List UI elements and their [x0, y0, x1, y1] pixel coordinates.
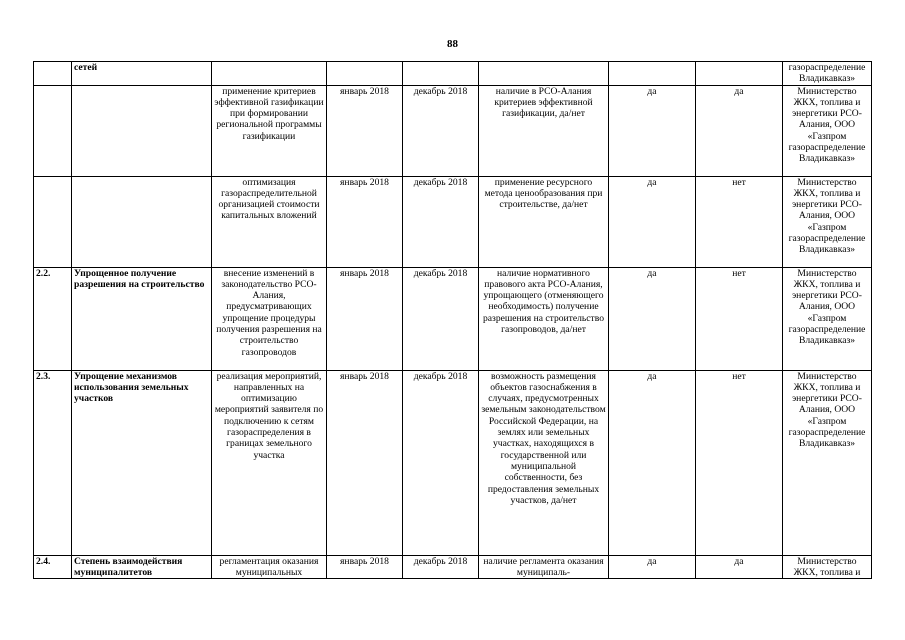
row-planned — [696, 62, 783, 86]
row-responsible: Министерство ЖКХ, топлива и — [783, 555, 872, 579]
row-current: да — [609, 267, 696, 370]
row-start: январь 2018 — [327, 176, 403, 267]
row-planned: нет — [696, 370, 783, 555]
row-planned: нет — [696, 176, 783, 267]
row-number — [34, 62, 72, 86]
row-end: декабрь 2018 — [403, 176, 479, 267]
table-row — [34, 267, 872, 370]
row-current — [609, 62, 696, 86]
row-indicator: наличие в РСО-Алания критериев эффективной газификации, да/нет — [479, 85, 609, 176]
row-name — [72, 176, 212, 267]
row-current: да — [609, 370, 696, 555]
row-start: январь 2018 — [327, 370, 403, 555]
row-number: 2.4. — [34, 555, 72, 579]
row-end: декабрь 2018 — [403, 555, 479, 579]
row-number: 2.2. — [34, 267, 72, 370]
row-number — [34, 176, 72, 267]
row-planned: да — [696, 555, 783, 579]
measures-table — [33, 61, 872, 579]
row-name: Упрощенное получение разрешения на строительство — [72, 267, 212, 370]
row-name: Степень взаимодействия муниципалитетов — [72, 555, 212, 579]
row-name — [72, 85, 212, 176]
row-measure: регламентация оказания муниципальных — [212, 555, 327, 579]
row-responsible: газораспределение Владикавказ» — [783, 62, 872, 86]
row-name: сетей — [72, 62, 212, 86]
row-end: декабрь 2018 — [403, 85, 479, 176]
row-measure: оптимизация газораспределительной организацией стоимости капитальных вложений — [212, 176, 327, 267]
row-number — [34, 85, 72, 176]
row-number: 2.3. — [34, 370, 72, 555]
row-current: да — [609, 555, 696, 579]
row-name: Упрощение механизмов использования земельных участков — [72, 370, 212, 555]
table-row — [34, 176, 872, 267]
row-end: декабрь 2018 — [403, 267, 479, 370]
row-responsible: Министерство ЖКХ, топлива и энергетики РСО-Алания, ООО «Газпром газораспределение Владикавказ» — [783, 370, 872, 555]
table-row — [34, 370, 872, 555]
row-indicator: наличие регламента оказания муниципаль- — [479, 555, 609, 579]
row-start — [327, 62, 403, 86]
row-end: декабрь 2018 — [403, 370, 479, 555]
table-row — [34, 62, 872, 86]
table-row — [34, 555, 872, 579]
row-end — [403, 62, 479, 86]
row-start: январь 2018 — [327, 555, 403, 579]
row-start: январь 2018 — [327, 267, 403, 370]
row-measure: реализация мероприятий, направленных на оптимизацию мероприятий заявителя по подключению к сетям газораспределения в границах земельного участка — [212, 370, 327, 555]
table-row — [34, 85, 872, 176]
row-start: январь 2018 — [327, 85, 403, 176]
row-measure — [212, 62, 327, 86]
row-measure: внесение изменений в законодательство РСО-Алания, предусматривающих упрощение процедуры получения разрешения на строительство газопроводов — [212, 267, 327, 370]
row-planned: да — [696, 85, 783, 176]
row-current: да — [609, 176, 696, 267]
row-current: да — [609, 85, 696, 176]
row-measure: применение критериев эффективной газификации при формировании региональной программы газификации — [212, 85, 327, 176]
row-indicator: применение ресурсного метода ценообразования при строительстве, да/нет — [479, 176, 609, 267]
row-indicator — [479, 62, 609, 86]
row-responsible: Министерство ЖКХ, топлива и энергетики РСО-Алания, ООО «Газпром газораспределение Владикавказ» — [783, 85, 872, 176]
row-indicator: наличие нормативного правового акта РСО-Алания, упрощающего (отменяющего необходимость) получение разрешения на строительство газопроводов, да/нет — [479, 267, 609, 370]
row-planned: нет — [696, 267, 783, 370]
row-responsible: Министерство ЖКХ, топлива и энергетики РСО-Алания, ООО «Газпром газораспределение Владикавказ» — [783, 267, 872, 370]
page-number: 88 — [447, 38, 458, 50]
row-indicator: возможность размещения объектов газоснабжения в случаях, предусмотренных земельным законодательством Российской Федерации, на землях или земельных участках, находящихся в государственной или муниципальной собственности, без предоставления земельных участков, да/нет — [479, 370, 609, 555]
row-responsible: Министерство ЖКХ, топлива и энергетики РСО-Алания, ООО «Газпром газораспределение Владикавказ» — [783, 176, 872, 267]
